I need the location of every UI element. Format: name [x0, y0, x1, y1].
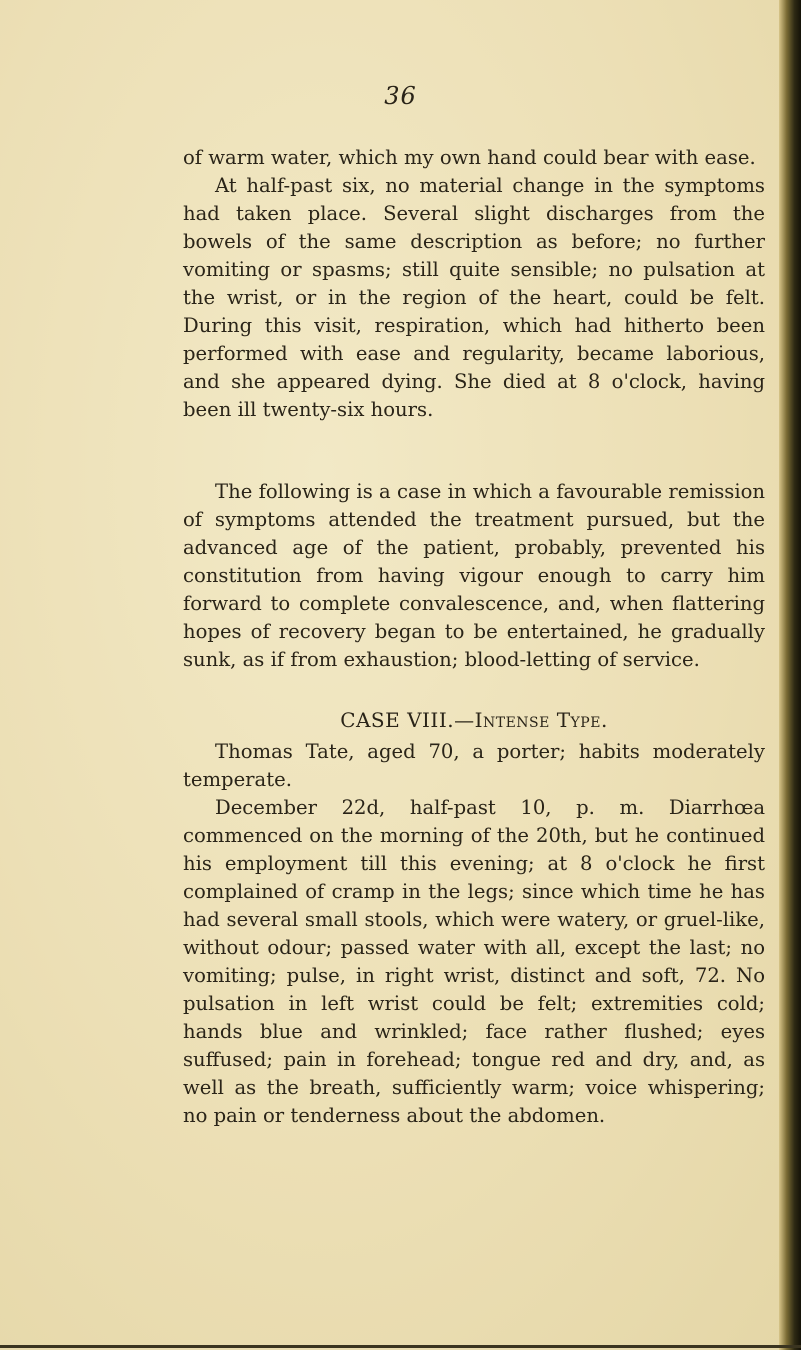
paragraph-continuation: of warm water, which my own hand could bear with ease.	[183, 146, 756, 169]
paragraph-following-case: The following is a case in which a favourable remission of symptoms attended the treatment pursued, but the advanced age of the patient, probably, prevented his constitution from having vigour enough to carry him forward to complete convalescence, and, when flattering hopes of recovery began to be entertained, he gradually sunk, as if from exhaustion; blood-letting of service.	[183, 480, 765, 671]
case-heading	[183, 706, 765, 734]
paragraph-december-22: December 22d, half-past 10, p. m. Diarrhœa commenced on the morning of the 20th, but he continued his employment till this evening; at 8 o'clock he first complained of cramp in the legs; since which time he has had several small stools, which were watery, or gruel-like, without odour; passed water with all, except the last; no vomiting; pulse, in right wrist, distinct and soft, 72. No pulsation in left wrist could be felt; extremities cold; hands blue and wrinkled; face rather flushed; eyes suffused; pain in forehead; tongue red and dry, and, as well as the breath, sufficiently warm; voice whispering; no pain or tenderness about the abdomen.	[183, 796, 765, 1127]
text-section-three	[183, 738, 765, 1130]
paragraph-half-past-six: At half-past six, no material change in the symptoms had taken place. Several slight discharges from the bowels of the same description as before; no further vomiting or spasms; still quite sensible; no pulsation at the wrist, or in the region of the heart, could be felt. During this visit, respiration, which had hitherto been performed with ease and regularity, became laborious, and she appeared dying. She died at 8 o'clock, having been ill twenty-six hours.	[183, 174, 765, 421]
text-section-one	[183, 144, 765, 424]
binding-edge	[779, 0, 801, 1350]
paragraph-patient-intro: Thomas Tate, aged 70, a porter; habits moderately temperate.	[183, 740, 765, 791]
page-bottom-rule	[0, 1345, 801, 1348]
page-number: 36	[384, 82, 417, 110]
text-section-two	[183, 478, 765, 674]
case-heading-label: CASE VIII.—	[340, 708, 475, 732]
case-heading-type: Intense Type.	[474, 708, 608, 732]
